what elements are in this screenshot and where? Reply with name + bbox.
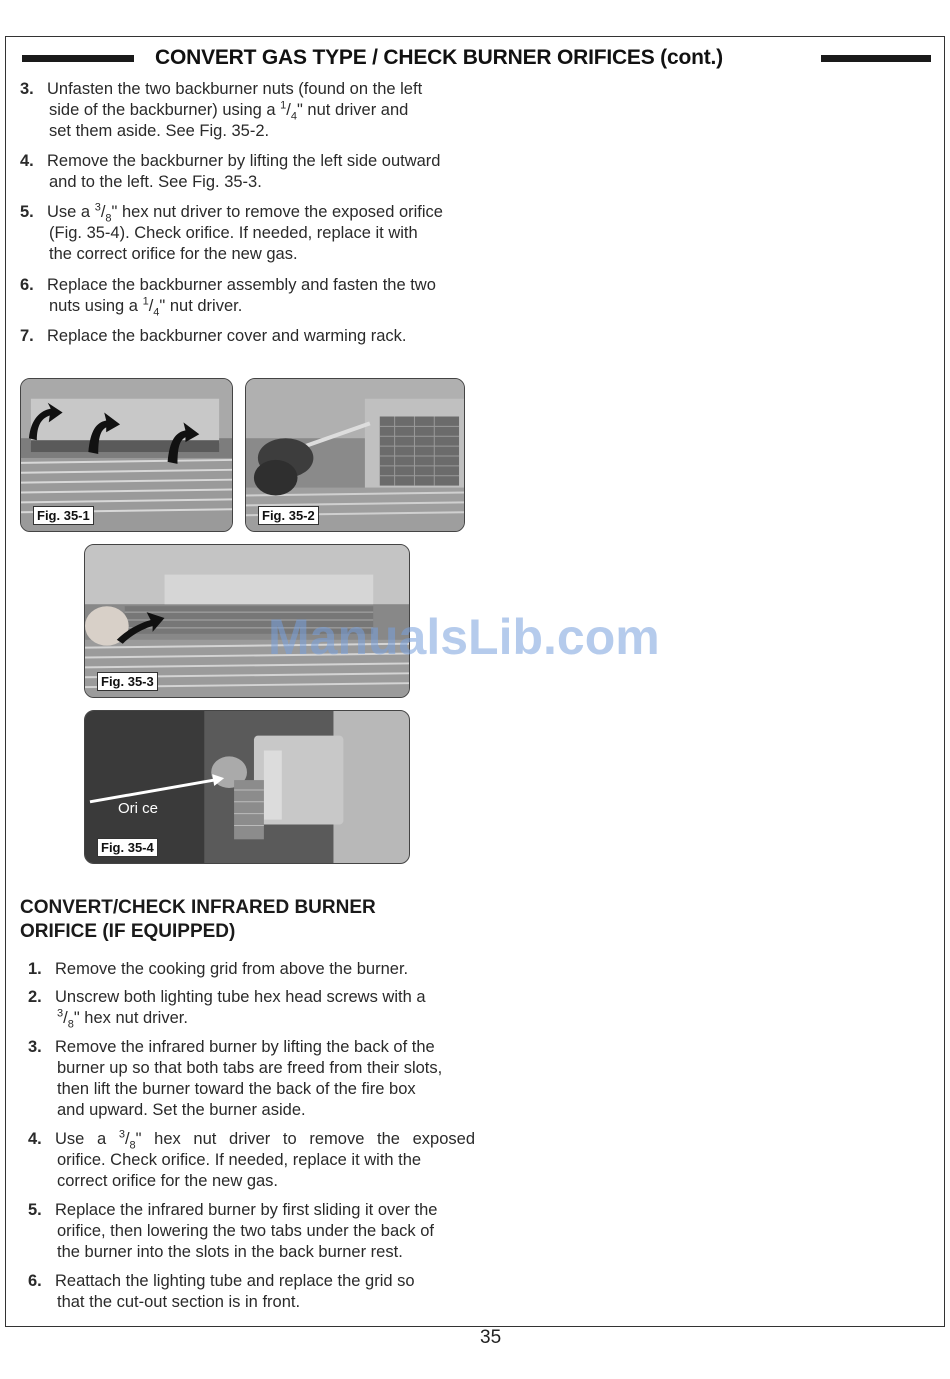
step-number: 1. xyxy=(28,960,42,978)
page-title: CONVERT GAS TYPE / CHECK BURNER ORIFICES (cont.) xyxy=(155,46,723,69)
orifice-callout-label: Ori ce xyxy=(118,800,159,817)
step-line: set them aside. See Fig. 35-2. xyxy=(49,122,270,140)
step-number: 3. xyxy=(20,80,34,98)
step-line: (Fig. 35-4). Check orifice. If needed, replace it with xyxy=(49,224,418,242)
step-line: Remove the infrared burner by lifting the back of the xyxy=(55,1038,435,1056)
step-5 xyxy=(20,202,466,265)
step-line: the correct orifice for the new gas. xyxy=(49,245,298,263)
step-line: Replace the backburner cover and warming rack. xyxy=(47,327,407,345)
figure-35-2 xyxy=(245,378,465,532)
step-line: orifice. Check orifice. If needed, replace it with the xyxy=(57,1151,422,1169)
header-bar-right xyxy=(821,55,931,62)
step-line: Unscrew both lighting tube hex head screws with a xyxy=(55,988,426,1006)
step-line: orifice, then lowering the two tabs under the back of xyxy=(57,1222,434,1240)
step-line: burner up so that both tabs are freed from their slots, xyxy=(57,1059,443,1077)
step-number: 6. xyxy=(20,276,34,294)
step-line: Reattach the lighting tube and replace the grid so xyxy=(55,1272,415,1290)
ir-step-6 xyxy=(28,1271,475,1313)
step-3 xyxy=(20,79,466,142)
figure-35-1 xyxy=(20,378,233,532)
step-number: 4. xyxy=(20,152,34,170)
step-number: 6. xyxy=(28,1272,42,1290)
step-line: $^3/_8$" hex nut driver. xyxy=(57,1007,188,1031)
watermark: ManualsLib.com xyxy=(268,609,660,665)
step-line: the burner into the slots in the back burner rest. xyxy=(57,1243,403,1261)
header-bar-left xyxy=(22,55,134,62)
ir-step-4 xyxy=(28,1129,475,1192)
step-line: Remove the backburner by lifting the left side outward xyxy=(47,152,441,170)
figure-label: Fig. 35-2 xyxy=(258,506,319,525)
step-number: 4. xyxy=(28,1130,42,1148)
step-number: 7. xyxy=(20,327,34,345)
step-line: Use a $^3/_8$" hex nut driver to remove the exposed xyxy=(55,1128,475,1152)
step-line: then lift the burner toward the back of the fire box xyxy=(57,1080,416,1098)
step-line: nuts using a $^1/_4$" nut driver. xyxy=(49,295,243,319)
step-line: and to the left. See Fig. 35-3. xyxy=(49,173,262,191)
step-number: 3. xyxy=(28,1038,42,1056)
step-line: and upward. Set the burner aside. xyxy=(57,1101,306,1119)
step-4 xyxy=(20,151,466,193)
ir-step-3 xyxy=(28,1037,475,1121)
step-7 xyxy=(20,326,466,347)
step-number: 5. xyxy=(28,1201,42,1219)
step-6 xyxy=(20,275,466,317)
step-line: Remove the cooking grid from above the burner. xyxy=(55,960,409,978)
ir-step-1 xyxy=(28,959,475,980)
step-number: 2. xyxy=(28,988,42,1006)
figure-label: Fig. 35-4 xyxy=(97,838,158,857)
step-number: 5. xyxy=(20,203,34,221)
step-line: Use a $^3/_8$" hex nut driver to remove the exposed orifice xyxy=(47,201,443,225)
step-line: correct orifice for the new gas. xyxy=(57,1172,279,1190)
step-line: Unfasten the two backburner nuts (found on the left xyxy=(47,80,423,98)
page-number: 35 xyxy=(480,1327,502,1348)
step-line: side of the backburner) using a $^1/_4$" nut driver and xyxy=(49,99,409,123)
ir-step-5 xyxy=(28,1200,475,1263)
step-line: that the cut-out section is in front. xyxy=(57,1293,301,1311)
section-title: CONVERT/CHECK INFRARED BURNER ORIFICE (IF EQUIPPED) xyxy=(20,897,376,942)
figure-label: Fig. 35-3 xyxy=(97,672,158,691)
step-line: Replace the infrared burner by first sliding it over the xyxy=(55,1201,438,1219)
step-line: Replace the backburner assembly and fasten the two xyxy=(47,276,436,294)
figure-35-4 xyxy=(84,710,410,864)
ir-step-2 xyxy=(28,987,475,1029)
figure-label: Fig. 35-1 xyxy=(33,506,94,525)
